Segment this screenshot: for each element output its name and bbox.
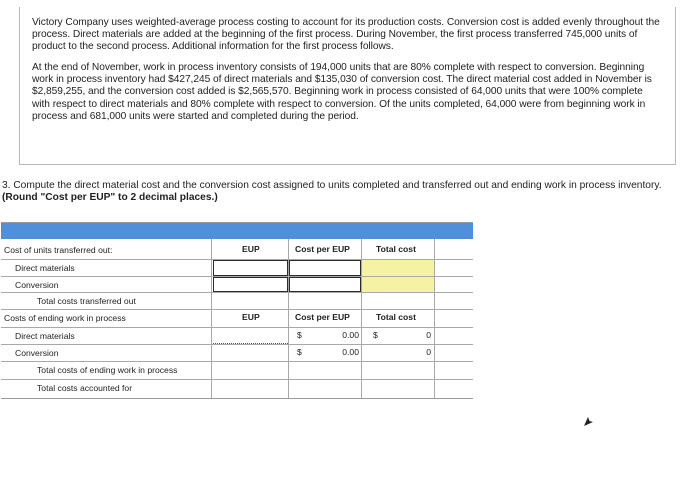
ending-header-total-cost: Total cost	[376, 312, 416, 322]
header-total-cost: Total cost	[376, 244, 416, 254]
worksheet-header-band	[1, 223, 473, 239]
row-divider	[1, 344, 473, 345]
transferred-conversion-total-cell	[362, 277, 434, 292]
question-text	[2, 180, 692, 204]
total-transferred-label: Total costs transferred out	[37, 296, 136, 306]
ending-conversion-label: Conversion	[15, 348, 59, 358]
ending-dm-total: 0	[426, 330, 431, 340]
ending-header-eup: EUP	[242, 312, 260, 322]
transferred-conversion-label: Conversion	[15, 280, 59, 290]
transferred-direct-materials-label: Direct materials	[15, 263, 75, 273]
header-eup: EUP	[242, 244, 260, 254]
ending-section-label: Costs of ending work in process	[4, 313, 126, 323]
transferred-conversion-cost-per-eup-input[interactable]	[289, 277, 361, 292]
row-divider	[1, 327, 473, 328]
question-rounding-note: (Round "Cost per EUP" to 2 decimal places.)	[2, 192, 218, 204]
row-divider	[1, 292, 473, 293]
transferred-dm-total-cell	[362, 260, 434, 276]
row-divider	[1, 309, 473, 310]
problem-statement	[19, 7, 676, 165]
pointer-arrow-icon	[582, 415, 594, 427]
ending-direct-materials-label: Direct materials	[15, 331, 75, 341]
total-accounted-label: Total costs accounted for	[37, 383, 133, 393]
transferred-dm-cost-per-eup-input[interactable]	[289, 260, 361, 276]
ending-conversion-cost-per-eup: 0.00	[342, 347, 359, 357]
ending-dm-currency: $	[297, 330, 302, 340]
problem-paragraph-2: At the end of November, work in process inventory consists of 194,000 units that are 80% complete with respect to conversion. Beginning work in process inventory had $427,245 of direct materials and $135,030 of conversion cost. The direct material cost added in November is $2,859,255, and the conversion cost added is $2,565,570. Beginning work in process consisted of 64,000 units that were 100% complete with respect to direct materials and 80% complete with respect to conversion. Of the units completed, 64,000 were from beginning work in process and 681,000 units were started and completed during the period.	[32, 62, 652, 122]
column-divider	[434, 239, 435, 398]
total-ending-wip-label: Total costs of ending work in process	[37, 365, 178, 375]
ending-eup-entry-line	[213, 343, 288, 344]
transferred-dm-eup-input[interactable]	[213, 260, 288, 276]
ending-dm-total-currency: $	[373, 330, 378, 340]
transferred-conversion-eup-input[interactable]	[213, 277, 288, 292]
ending-conversion-total: 0	[426, 347, 431, 357]
cost-worksheet	[1, 222, 473, 399]
ending-conversion-currency: $	[297, 347, 302, 357]
row-divider	[1, 379, 473, 380]
header-cost-per-eup: Cost per EUP	[295, 244, 350, 254]
ending-header-cost-per-eup: Cost per EUP	[295, 312, 350, 322]
question-prefix: 3. Compute the direct material cost and the conversion cost assigned to units completed and transferred out and ending work in process inventory.	[2, 180, 662, 191]
row-divider	[1, 361, 473, 362]
problem-paragraph-1: Victory Company uses weighted-average process costing to account for its production costs. Conversion cost is added evenly throughout the process. Direct materials are added at the beginning of the first process. During November, the first process transferred 745,000 units of product to the second process. Additional information for the first process follows.	[32, 17, 660, 53]
transferred-section-label: Cost of units transferred out:	[4, 245, 113, 255]
ending-dm-cost-per-eup: 0.00	[342, 330, 359, 340]
column-divider	[211, 239, 212, 398]
